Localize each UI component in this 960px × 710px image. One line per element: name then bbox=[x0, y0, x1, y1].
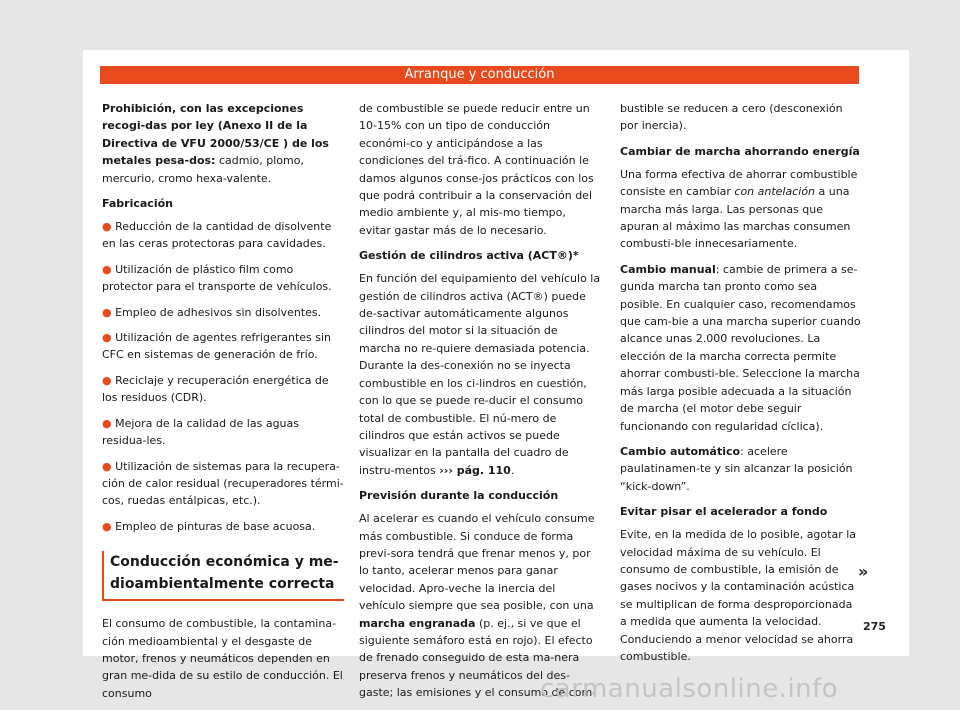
bullet-item: ● Reciclaje y recuperación energética de los residuos (CDR). bbox=[102, 373, 329, 405]
fabricacion-heading: Fabricación bbox=[102, 197, 173, 211]
column-2 bbox=[359, 100, 601, 710]
bullet-item: ● Mejora de la calidad de las aguas residua-les. bbox=[102, 416, 299, 448]
paragraph: bustible se reducen a cero (desconexión por inercia). bbox=[620, 102, 843, 133]
act-paragraph: En función del equipamiento del vehículo la gestión de cilindros activa (ACT®) puede de-sactivar automáticamente algunos cilindros del motor si la situación de marcha no re-quiere demasiada potencia. Durante la des-conexión no se inyecta combustible en los ci-lindros en cuestión, con lo que se puede re-ducir el consumo total de combustible. El nú-mero de cilindros que están activos se puede visualizar en la pantalla del cuadro de instru-mentos ››› pág. 110. bbox=[359, 272, 601, 477]
cambiar-paragraph: Una forma efectiva de ahorrar combustible consiste en cambiar con antelación a una marcha más larga. Las personas que apuran al máximo las marchas consumen combusti-ble innecesariamente. bbox=[620, 167, 858, 251]
bullet-dot-icon: ● bbox=[102, 331, 112, 345]
prevision-heading: Previsión durante la conducción bbox=[359, 489, 559, 503]
bullet-dot-icon: ● bbox=[102, 305, 112, 319]
act-heading: Gestión de cilindros activa (ACT®)* bbox=[359, 249, 579, 263]
bullet-dot-icon: ● bbox=[102, 262, 112, 276]
bullet-dot-icon: ● bbox=[102, 373, 112, 387]
bullet-dot-icon: ● bbox=[102, 220, 112, 234]
intro-bold: Prohibición, con las excepciones recogi-das por ley (Anexo II de la Directiva de VFU 2000/53/CE ) de los metales pesa-dos: bbox=[102, 102, 329, 168]
paragraph: de combustible se puede reducir entre un 10-15% con un tipo de conducción económi-co y anticipándose a las condiciones del trá-fico. A continuación le damos algunos conse-jos prácticos con los que podrá contribuir a la conservación del medio ambiente y, al mis-mo tiempo, evitar gastar más de lo necesario. bbox=[359, 102, 594, 237]
intro-rest: cadmio, plomo, mercurio, cromo hexa-valente. bbox=[102, 154, 304, 185]
prevision-paragraph: Al acelerar es cuando el vehículo consume más combustible. Si conduce de forma previ-sora tendrá que frenar menos y, por lo tanto, acelerar menos para ganar velocidad. Apro-veche la inercia del vehículo siempre que sea posible, con una marcha engranada (p. ej., si ve que el siguiente semáforo está en rojo). El efecto de frenado conseguido de esta ma-nera preserva frenos y neumáticos del des-gaste; las emisiones y el consumo de com- bbox=[359, 512, 597, 700]
manual-paragraph: Cambio manual: cambie de primera a se-gunda marcha tan pronto como sea posible. En cualquier caso, recomendamos que cam-bie a una marcha superior cuando alcance unas 2.000 revoluciones. La elección de la marcha correcta permite ahorrar combusti-ble. Seleccione la marcha más larga posible adecuada a la situación de marcha (el motor debe seguir funcionando con regularidad cíclica). bbox=[620, 262, 861, 433]
bullet-item: ● Utilización de plástico film como protector para el transporte de vehículos. bbox=[102, 262, 332, 294]
evitar-paragraph: Evite, en la medida de lo posible, agotar la velocidad máxima de su vehículo. El consumo de combustible, la emisión de gases nocivos y la contaminación acústica se multiplican de forma desproporcionada a medida que aumenta la velocidad. Conduciendo a menor velocidad se ahorra combustible. bbox=[620, 528, 857, 663]
marcha-engranada-bold: marcha engranada bbox=[359, 616, 476, 630]
bullet-dot-icon: ● bbox=[102, 416, 112, 430]
continue-arrow-icon: » bbox=[858, 562, 869, 581]
chapter-header: Arranque y conducción bbox=[100, 66, 859, 84]
intro-paragraph bbox=[102, 100, 344, 187]
column-3 bbox=[620, 100, 862, 673]
bullet-item: ● Empleo de adhesivos sin disolventes. bbox=[102, 305, 322, 319]
page-reference-link[interactable]: ››› pág. 110 bbox=[439, 463, 511, 477]
page-number: 275 bbox=[863, 620, 886, 633]
watermark: carmanualsonline.info bbox=[540, 674, 839, 704]
auto-paragraph: Cambio automático: acelere paulatinamen-te y sin alcanzar la posición “kick-down”. bbox=[620, 444, 853, 493]
manual-label: Cambio manual bbox=[620, 262, 716, 276]
bullet-dot-icon: ● bbox=[102, 519, 112, 533]
cambiar-heading: Cambiar de marcha ahorrando energía bbox=[620, 144, 860, 158]
bullet-item: ● Empleo de pinturas de base acuosa. bbox=[102, 519, 316, 533]
evitar-heading: Evitar pisar el acelerador a fondo bbox=[620, 505, 828, 519]
bullet-item: ● Reducción de la cantidad de disolvente en las ceras protectoras para cavidades. bbox=[102, 220, 332, 251]
auto-label: Cambio automático bbox=[620, 444, 741, 458]
bullet-item: ● Utilización de sistemas para la recupera-ción de calor residual (recuperadores térmi-cos, ruedas entálpicas, etc.). bbox=[102, 459, 344, 508]
bullet-dot-icon: ● bbox=[102, 459, 112, 473]
column-1 bbox=[102, 100, 344, 710]
bullet-item: ● Utilización de agentes refrigerantes sin CFC en sistemas de generación de frío. bbox=[102, 331, 332, 362]
section-title: Conducción económica y me-dioambientalmente correcta bbox=[102, 551, 344, 601]
section-text: El consumo de combustible, la contamina-ción medioambiental y el desgaste de motor, frenos y neumáticos dependen en gran me-dida de su estilo de conducción. El consumo bbox=[102, 617, 343, 700]
